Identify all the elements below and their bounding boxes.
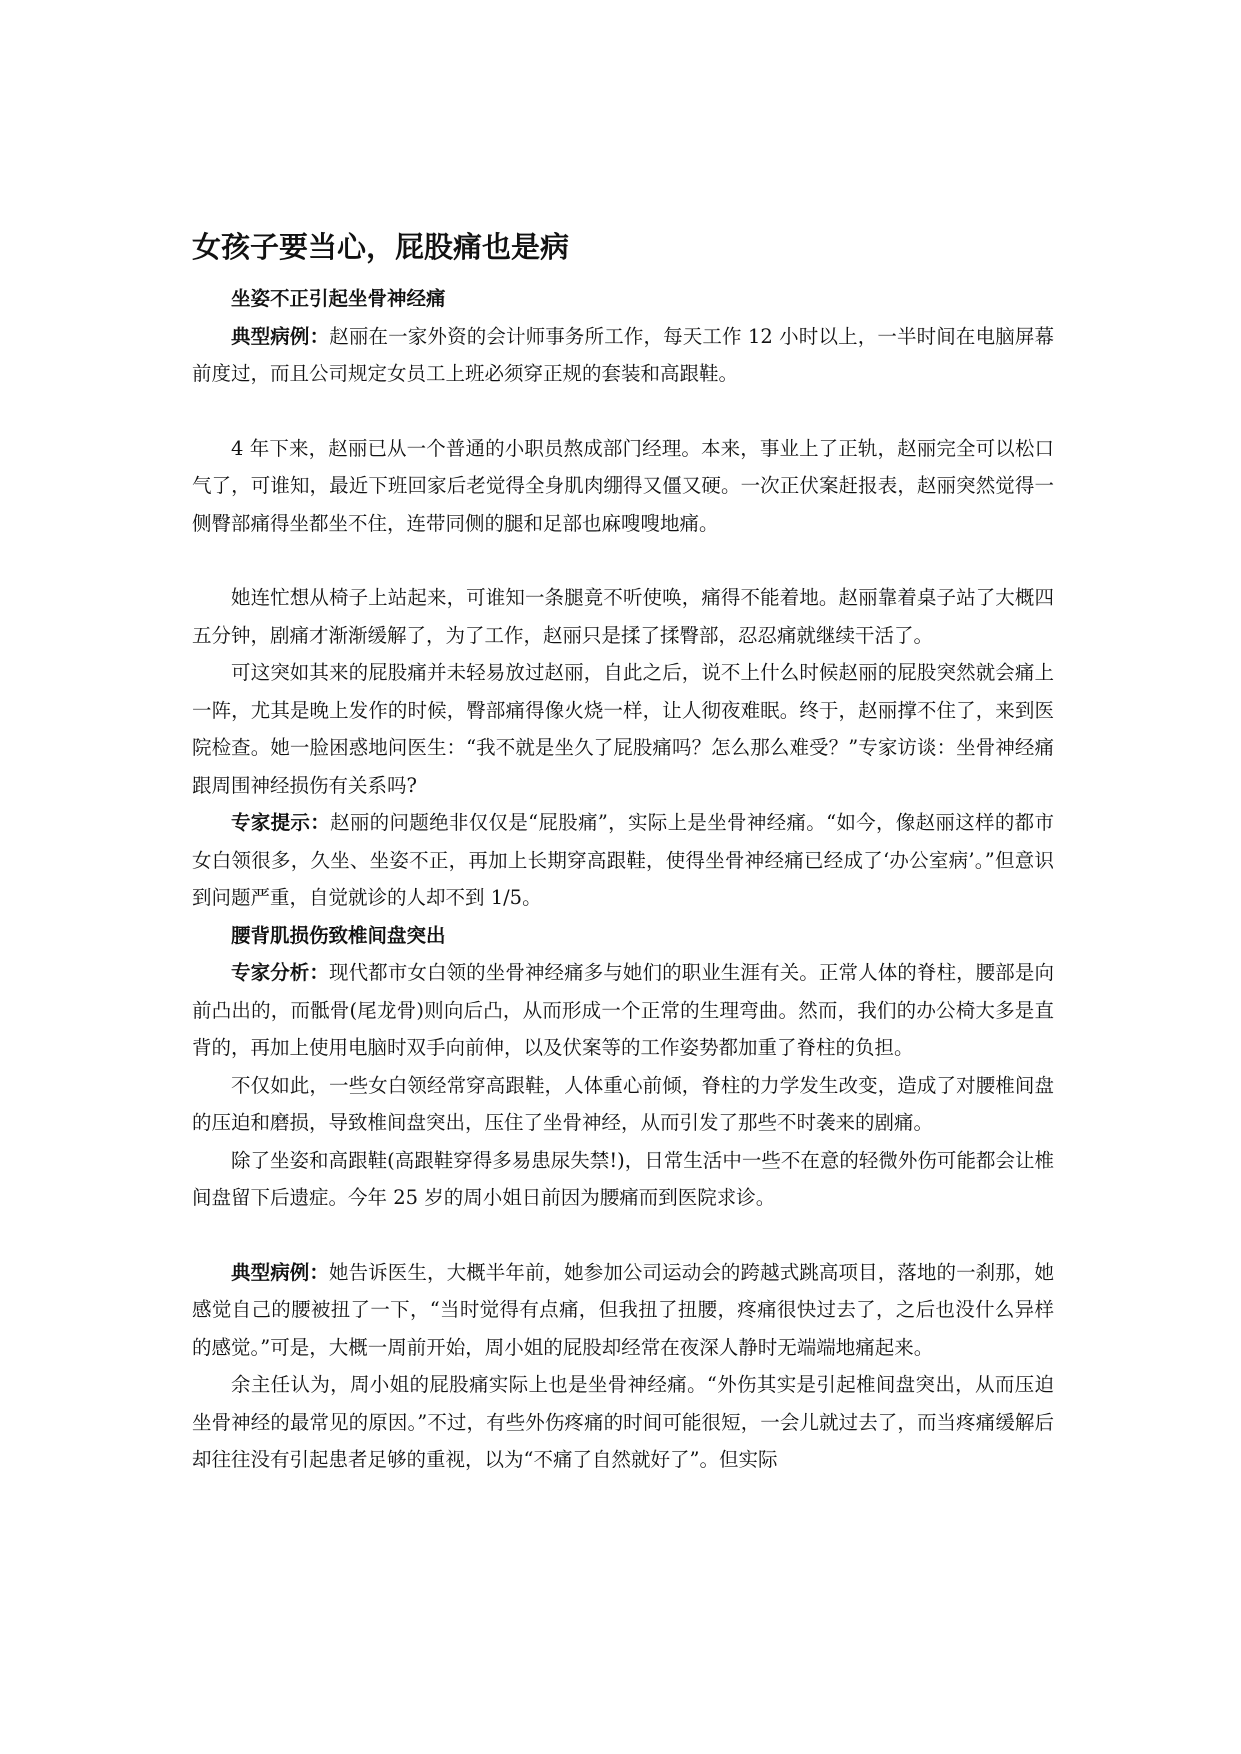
article-title: 女孩子要当心，屁股痛也是病 [192, 230, 570, 264]
paragraph-text: 赵丽在一家外资的会计师事务所工作，每天工作 12 小时以上，一半时间在电脑屏幕前度过，而且公司规定女员工上班必须穿正规的套装和高跟鞋。 [192, 324, 1054, 385]
paragraph-text: 赵丽的问题绝非仅仅是“屁股痛”，实际上是坐骨神经痛。“如今，像赵丽这样的都市女白领很多，久坐、坐姿不正，再加上长期穿高跟鞋，使得坐骨神经痛已经成了‘办公室病’。”但意识到问题严重，自觉就诊的人却不到 1/5。 [192, 811, 1054, 909]
paragraph-lead: 典型病例： [231, 324, 330, 348]
paragraph-case-2 [192, 1254, 1054, 1367]
paragraph-expert-analysis [192, 954, 1054, 1067]
paragraph-lead: 专家提示： [231, 811, 331, 834]
paragraph-8: 除了坐姿和高跟鞋(高跟鞋穿得多易患尿失禁!)，日常生活中一些不在意的轻微外伤可能都会让椎间盘留下后遗症。今年 25 岁的周小姐日前因为腰痛而到医院求诊。 [192, 1148, 1054, 1209]
section-heading-sitting-posture: 坐姿不正引起坐骨神经痛 [231, 287, 446, 310]
paragraph-10: 余主任认为，周小姐的屁股痛实际上也是坐骨神经痛。“外伤其实是引起椎间盘突出，从而压迫坐骨神经的最常见的原因。”不过，有些外伤疼痛的时间可能很短，一会儿就过去了，而当疼痛缓解后却往往没有引起患者足够的重视，以为“不痛了自然就好了”。但实际 [192, 1373, 1054, 1471]
paragraph-3: 她连忙想从椅子上站起来，可谁知一条腿竟不听使唤，痛得不能着地。赵丽靠着桌子站了大概四五分钟，剧痛才渐渐缓解了，为了工作，赵丽只是揉了揉臀部，忍忍痛就继续干活了。 [192, 586, 1054, 647]
paragraph-4: 可这突如其来的屁股痛并未轻易放过赵丽，自此之后，说不上什么时候赵丽的屁股突然就会痛上一阵，尤其是晚上发作的时候，臀部痛得像火烧一样，让人彻夜难眠。终于，赵丽撑不住了，来到医院检查。她一脸困惑地问医生：“我不就是坐久了屁股痛吗？怎么那么难受？”专家访谈：坐骨神经痛跟周围神经损伤有关系吗? [192, 661, 1054, 797]
paragraph-lead: 典型病例： [231, 1260, 329, 1284]
paragraph-lead: 专家分析： [231, 961, 329, 984]
paragraph-case-1 [192, 318, 1054, 393]
paragraph-2: 4 年下来，赵丽已从一个普通的小职员熬成部门经理。本来，事业上了正轨，赵丽完全可以松口气了，可谁知，最近下班回家后老觉得全身肌肉绷得又僵又硬。一次正伏案赶报表，赵丽突然觉得一侧臀部痛得坐都坐不住，连带同侧的腿和足部也麻嗖嗖地痛。 [192, 436, 1054, 535]
paragraph-text: 她告诉医生，大概半年前，她参加公司运动会的跨越式跳高项目，落地的一刹那，她感觉自己的腰被扭了一下，“当时觉得有点痛，但我扭了扭腰，疼痛很快过去了，之后也没什么异样的感觉。”可是，大概一周前开始，周小姐的屁股却经常在夜深人静时无端端地痛起来。 [192, 1260, 1054, 1359]
paragraph-7: 不仅如此，一些女白领经常穿高跟鞋，人体重心前倾，脊柱的力学发生改变，造成了对腰椎间盘的压迫和磨损，导致椎间盘突出，压住了坐骨神经，从而引发了那些不时袭来的剧痛。 [192, 1073, 1054, 1134]
document-page [192, 222, 1054, 1479]
section-heading-lumbar-disc: 腰背肌损伤致椎间盘突出 [231, 923, 446, 947]
paragraph-text: 现代都市女白领的坐骨神经痛多与她们的职业生涯有关。正常人体的脊柱，腰部是向前凸出的，而骶骨(尾龙骨)则向后凸，从而形成一个正常的生理弯曲。然而，我们的办公椅大多是直背的，再加上使用电脑时双手向前伸，以及伏案等的工作姿势都加重了脊柱的负担。 [192, 961, 1054, 1059]
paragraph-expert-tip [192, 804, 1054, 917]
